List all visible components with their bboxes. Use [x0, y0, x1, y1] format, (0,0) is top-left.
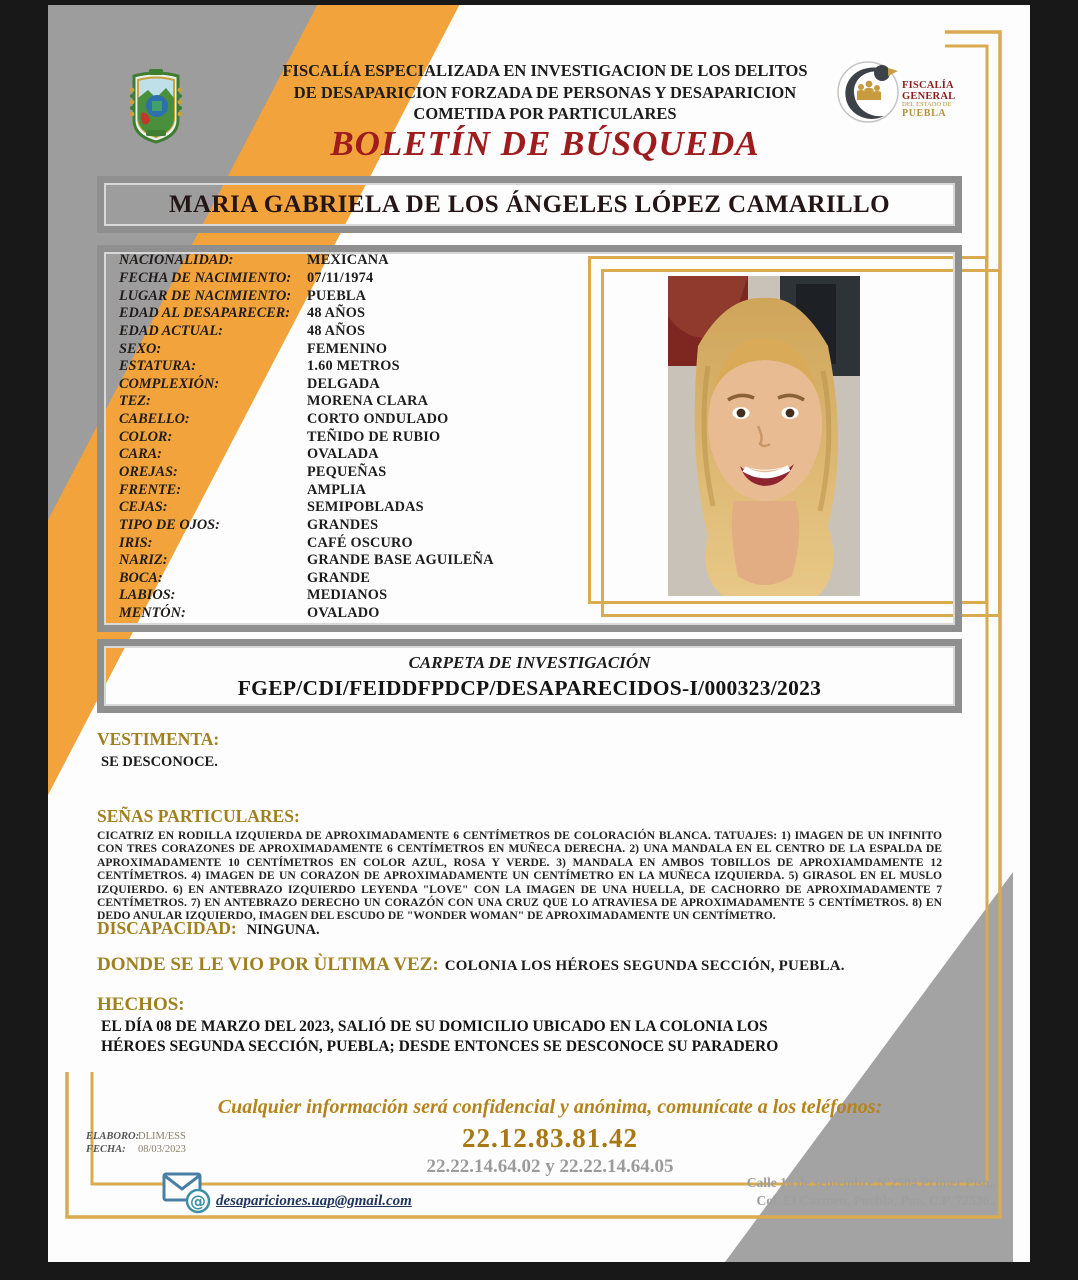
- last-seen-value: COLONIA LOS HÉROES SEGUNDA SECCIÓN, PUEBLA.: [444, 958, 845, 974]
- attribute-label: EDAD AL DESAPARECER:: [119, 305, 291, 322]
- attribute-row: [119, 323, 494, 341]
- attribute-value: 48 AÑOS: [307, 305, 366, 322]
- attribute-label: LABIOS:: [119, 587, 176, 604]
- email-row: [162, 1172, 412, 1214]
- black-border-right: [1030, 0, 1078, 1280]
- attribute-row: [119, 464, 494, 482]
- attributes-table: [119, 252, 494, 622]
- elaboro-label: ELABORO:: [86, 1131, 140, 1142]
- case-file-box: [97, 639, 962, 713]
- attribute-label: ESTATURA:: [119, 358, 197, 375]
- confidential-notice: Cualquier información será confidencial y anónima, comunícate a los teléfonos:: [217, 1096, 883, 1118]
- svg-text:@: @: [190, 1191, 206, 1211]
- vestimenta-body: SE DESCONOCE.: [101, 754, 218, 770]
- black-border-left: [0, 0, 48, 1280]
- attribute-label: NACIONALIDAD:: [119, 252, 234, 269]
- attribute-row: [119, 411, 494, 429]
- attribute-row: [119, 428, 494, 446]
- discapacidad-heading: DISCAPACIDAD:: [97, 918, 237, 938]
- attribute-value: MEDIANOS: [307, 587, 388, 604]
- attribute-label: CABELLO:: [119, 411, 190, 428]
- fiscalia-eagle-logo: [836, 60, 900, 124]
- attribute-row: [119, 358, 494, 376]
- attribute-label: COLOR:: [119, 428, 173, 445]
- attribute-value: FEMENINO: [307, 340, 388, 357]
- agency-line: FISCALÍA ESPECIALIZADA EN INVESTIGACION DE LOS DELITOS: [282, 61, 808, 80]
- attribute-row: [119, 340, 494, 358]
- attribute-row: [119, 305, 494, 323]
- fecha-label: FECHA:: [86, 1144, 126, 1155]
- elaboro-block: [86, 1130, 186, 1156]
- attribute-row: [119, 393, 494, 411]
- phone-main: 22.12.83.81.42: [462, 1123, 638, 1153]
- agency-line: COMETIDA POR PARTICULARES: [413, 104, 677, 123]
- fiscalia-logo-line1: FISCALÍA GENERAL: [902, 80, 956, 103]
- bulletin-title: BOLETÍN DE BÚSQUEDA: [330, 124, 760, 163]
- attribute-row: [119, 287, 494, 305]
- hechos-body: EL DÍA 08 DE MARZO DEL 2023, SALIÓ DE SU DOMICILIO UBICADO EN LA COLONIA LOS HÉROES SEGUNDA SECCIÓN, PUEBLA; DESDE ENTONCES SE DESCONOCE SU PARADERO: [101, 1018, 779, 1055]
- discapacidad-value: NINGUNA.: [246, 922, 320, 938]
- fecha-value: 08/03/2023: [138, 1144, 186, 1155]
- attribute-label: FRENTE:: [119, 481, 181, 498]
- fiscalia-logo-text: [902, 80, 997, 119]
- person-name-bar: [97, 176, 962, 233]
- attribute-label: TIPO DE OJOS:: [119, 516, 220, 533]
- envelope-at-icon: [162, 1172, 214, 1214]
- fiscalia-logo-line3: PUEBLA: [902, 107, 947, 119]
- attribute-row: [119, 499, 494, 517]
- attribute-row: [119, 605, 494, 623]
- last-seen-line: [97, 954, 845, 976]
- attribute-row: [119, 252, 494, 270]
- agency-name-lines: [255, 60, 835, 125]
- attribute-row: [119, 552, 494, 570]
- attribute-row: [119, 481, 494, 499]
- attribute-value: 07/11/1974: [307, 269, 374, 286]
- attribute-label: FECHA DE NACIMIENTO:: [119, 269, 292, 286]
- attribute-label: BOCA:: [119, 569, 163, 586]
- black-border-bottom: [0, 1262, 1078, 1280]
- attribute-row: [119, 587, 494, 605]
- attribute-value: 1.60 METROS: [307, 358, 400, 375]
- attribute-value: GRANDE BASE AGUILEÑA: [307, 552, 494, 569]
- last-seen-heading: DONDE SE LE VIO POR ÙLTIMA VEZ:: [97, 954, 439, 975]
- attribute-value: SEMIPOBLADAS: [307, 499, 424, 516]
- case-file-heading: CARPETA DE INVESTIGACIÓN: [408, 653, 651, 672]
- missing-person-photo: [668, 276, 860, 596]
- attribute-value: PEQUEÑAS: [307, 464, 387, 480]
- agency-line: DE DESAPARICION FORZADA DE PERSONAS Y DESAPARICION: [293, 82, 797, 102]
- office-address: [640, 1174, 996, 1209]
- attribute-value: AMPLIA: [307, 481, 367, 498]
- attribute-label: COMPLEXIÓN:: [119, 375, 220, 392]
- attribute-value: GRANDES: [307, 516, 379, 533]
- address-line2: Col. El Carmen, Puebla, Pue. C.P. 72530..: [756, 1192, 996, 1208]
- attribute-row: [119, 375, 494, 393]
- senas-body: CICATRIZ EN RODILLA IZQUIERDA DE APROXIMADAMENTE 6 CENTÍMETROS DE COLORACIÓN BLANCA. TATUAJES: 1) IMAGEN DE UN INFINITO CON TRES CORAZONES DE APROXIMADAMENTE 6 CENTÍMETROS EN MUÑECA DERECHA. 2) UNA MANDALA EN EL CENTRO DE LA ESPALDA DE APROXIMADAMENTE 10 CENTÍMETROS EN COLOR AZUL, ROSA Y VERDE. 3) MANDALA EN AMBOS TOBILLOS DE APROXIAMDAMENTE 12 CENTÍMETROS. 4) IMAGEN DE UN CORAZON DE APROXIMADAMENTE UN CENTÍMETRO EN LA MUÑECA IZQUIERDA. 5) GIRASOL EN EL MUSLO IZQUIERDO. 6) EN ANTEBRAZO IZQUIERDO LEYENDA "LOVE" CON LA IMAGEN DE UNA HUELLA, DE CACHORRO DE APROXIMADAMENTE 7 CENTÍMETROS. 7) EN ANTEBRAZO DERECHO UN CORAZÓN CON UNA CRUZ QUE LO ATRAVIESA DE APROXIMADAMENTE 5 CENTÍMETROS. 8) EN DEDO ANULAR IZQUIERDO, IMAGEN DEL ESCUDO DE "WONDER WOMAN" DE APROXIMADAMENTE UN CENTÍMETRO.: [97, 829, 942, 923]
- attribute-label: IRIS:: [119, 534, 153, 551]
- attribute-row: [119, 446, 494, 464]
- contact-email-link[interactable]: desapariciones.uap@gmail.com: [216, 1193, 412, 1209]
- address-line1: Calle 16 de septembre N'2904 Primer Piso,.: [746, 1175, 996, 1190]
- attribute-row: [119, 570, 494, 588]
- phones-alt: 22.22.14.64.02 y 22.22.14.64.05: [426, 1156, 674, 1177]
- attribute-row: [119, 517, 494, 535]
- attribute-value: OVALADA: [307, 446, 379, 463]
- fiscalia-logo-line2: DEL ESTADO DE: [902, 101, 952, 109]
- attribute-value: GRANDE: [307, 569, 371, 586]
- attribute-value: TEÑIDO DE RUBIO: [307, 428, 441, 445]
- attribute-label: EDAD ACTUAL:: [119, 322, 223, 339]
- hechos-heading: HECHOS:: [97, 994, 185, 1015]
- attribute-label: NARIZ:: [119, 552, 168, 569]
- attribute-value: 48 AÑOS: [307, 322, 366, 339]
- attribute-row: [119, 270, 494, 288]
- attribute-value: PUEBLA: [307, 287, 367, 304]
- puebla-state-coat-of-arms: [124, 68, 188, 146]
- attribute-row: [119, 534, 494, 552]
- attribute-value: CAFÉ OSCURO: [307, 534, 413, 551]
- vestimenta-heading: VESTIMENTA:: [97, 729, 220, 749]
- attribute-label: TEZ:: [119, 393, 151, 410]
- attribute-label: CEJAS:: [119, 499, 168, 516]
- attribute-value: MEXICANA: [307, 252, 389, 269]
- case-file-number: FGEP/CDI/FEIDDFPDCP/DESAPARECIDOS-I/000323/2023: [237, 676, 822, 700]
- person-name: MARIA GABRIELA DE LOS ÁNGELES LÓPEZ CAMARILLO: [169, 190, 890, 218]
- attribute-value: MORENA CLARA: [307, 393, 429, 410]
- black-border-top: [0, 0, 1078, 5]
- elaboro-value: DLIM/ESS: [138, 1131, 186, 1142]
- attribute-label: OREJAS:: [119, 464, 178, 480]
- attribute-label: SEXO:: [119, 340, 162, 357]
- attribute-label: MENTÓN:: [119, 605, 186, 622]
- attribute-label: CARA:: [119, 446, 162, 463]
- attribute-label: LUGAR DE NACIMIENTO:: [119, 287, 292, 304]
- attribute-value: CORTO ONDULADO: [307, 411, 449, 428]
- attribute-value: OVALADO: [307, 605, 380, 622]
- discapacidad-line: [97, 918, 320, 939]
- attribute-value: DELGADA: [307, 375, 380, 392]
- senas-heading: SEÑAS PARTICULARES:: [97, 806, 300, 826]
